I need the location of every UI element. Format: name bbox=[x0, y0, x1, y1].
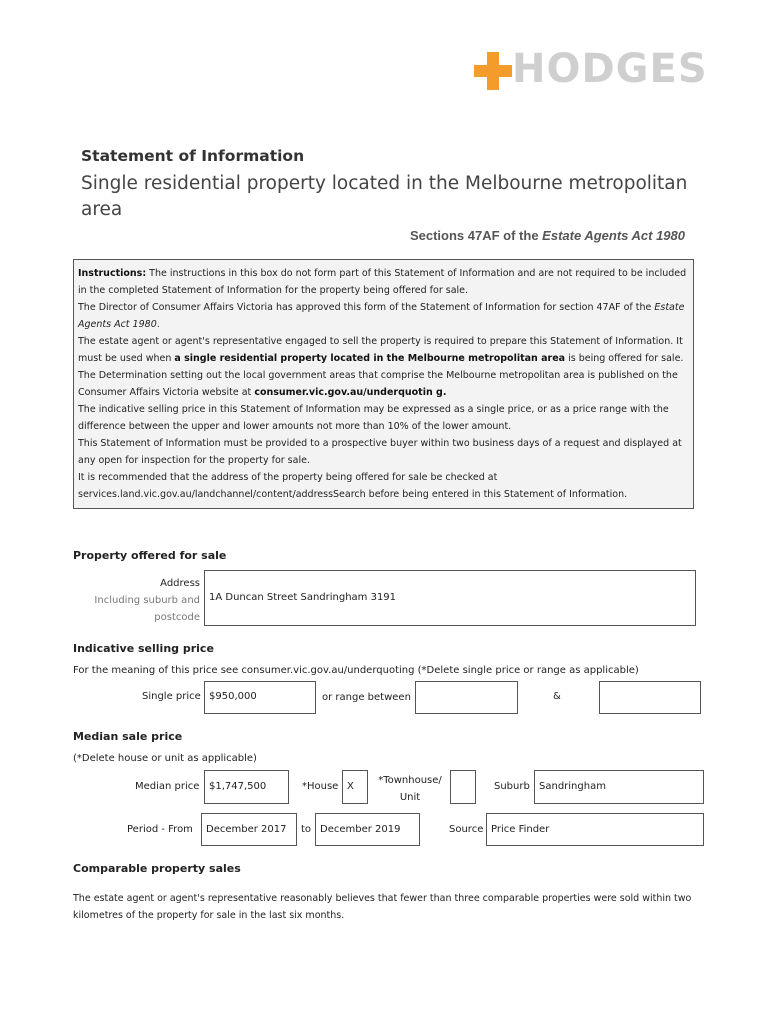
comparable-text: The estate agent or agent's representative reasonably believes that fewer than three comparable properties were sold within two kilometres of the property for sale in the last six months. bbox=[73, 893, 692, 921]
period-to-label: to bbox=[301, 824, 312, 835]
instructions-text: The Director of Consumer Affairs Victoria has approved this form of the Statement of Information for section 47AF of the bbox=[78, 302, 655, 313]
instructions-label: Instructions: bbox=[78, 268, 147, 279]
address-label-group bbox=[60, 575, 200, 626]
suburb-label: Suburb bbox=[494, 781, 530, 792]
house-checkbox[interactable] bbox=[342, 770, 368, 804]
single-price-field[interactable] bbox=[204, 681, 316, 714]
property-heading: Property offered for sale bbox=[73, 549, 227, 562]
suburb-field[interactable] bbox=[534, 770, 704, 804]
act-name: Estate Agents Act 1980 bbox=[542, 228, 685, 243]
range-label: or range between bbox=[322, 692, 411, 703]
range-from-field[interactable] bbox=[415, 681, 518, 714]
period-from-field[interactable] bbox=[201, 813, 297, 846]
single-price-label: Single price bbox=[142, 691, 201, 702]
logo-wordmark: HODGES bbox=[512, 46, 708, 92]
address-sub-label: Including suburb and bbox=[94, 595, 200, 606]
instructions-para-6: It is recommended that the address of the property being offered for sale be checked at services.land.vic.gov.au/landchannel/content/addressSearch before being entered in this Statement of Information. bbox=[78, 472, 628, 500]
median-price-label: Median price bbox=[135, 781, 200, 792]
house-label: *House bbox=[302, 781, 339, 792]
instructions-para-1 bbox=[78, 265, 689, 299]
plus-logo-icon-bar bbox=[474, 65, 512, 77]
page-title: Statement of Information bbox=[81, 147, 305, 165]
address-field[interactable] bbox=[204, 570, 696, 626]
address-value: 1A Duncan Street Sandringham 3191 bbox=[209, 592, 397, 603]
instructions-para-4: The indicative selling price in this Statement of Information may be expressed as a single price, or as a price range with the difference between the upper and lower amounts not more than 10% of the lower amount. bbox=[78, 404, 669, 432]
comparable-heading: Comparable property sales bbox=[73, 862, 241, 875]
source-field[interactable] bbox=[486, 813, 704, 846]
indicative-note: For the meaning of this price see consumer.vic.gov.au/underquoting (*Delete single price or range as applicable) bbox=[73, 665, 639, 676]
median-note: (*Delete house or unit as applicable) bbox=[73, 753, 257, 764]
indicative-heading: Indicative selling price bbox=[73, 642, 214, 655]
unit-label: Unit bbox=[399, 792, 421, 803]
period-from-label: Period - From bbox=[127, 824, 193, 835]
instructions-text: is being offered for sale. The Determination setting out the local government areas that comprise the Melbourne metropolitan area is published on the Consumer Affairs Victoria website at bbox=[78, 353, 684, 398]
townhouse-label: *Townhouse/ bbox=[378, 775, 442, 786]
median-price-value: $1,747,500 bbox=[209, 781, 267, 792]
sections-prefix: Sections 47AF of the bbox=[409, 228, 543, 243]
instructions-text: The instructions in this box do not form part of this Statement of Information and are not required to be included in the completed Statement of Information for the property being offered for sale. bbox=[78, 268, 687, 296]
address-label: Address bbox=[160, 578, 200, 589]
period-to-value: December 2019 bbox=[320, 824, 401, 835]
suburb-value: Sandringham bbox=[539, 781, 606, 792]
act-name: Estate Agents Act 1980 bbox=[78, 302, 685, 330]
instructions-para-3 bbox=[78, 333, 689, 401]
single-price-value: $950,000 bbox=[209, 691, 257, 702]
instructions-para-5: This Statement of Information must be provided to a prospective buyer within two business days of a request and displayed at any open for inspection for the property for sale. bbox=[78, 438, 682, 466]
instructions-para-2 bbox=[78, 299, 689, 333]
period-from-value: December 2017 bbox=[206, 824, 287, 835]
cav-link[interactable]: consumer.vic.gov.au/underquotin g. bbox=[254, 387, 447, 398]
hodges-logo bbox=[472, 46, 712, 92]
source-value: Price Finder bbox=[491, 824, 550, 835]
address-sub-label-2: postcode bbox=[154, 612, 200, 623]
sections-reference bbox=[410, 228, 685, 243]
source-label: Source bbox=[449, 824, 484, 835]
instructions-bold: a single residential property located in the Melbourne metropolitan area bbox=[174, 353, 566, 364]
townhouse-label-group bbox=[374, 772, 446, 806]
period-to-field[interactable] bbox=[315, 813, 420, 846]
range-to-field[interactable] bbox=[599, 681, 701, 714]
median-price-field[interactable] bbox=[204, 770, 289, 804]
instructions-text: . bbox=[156, 319, 160, 330]
page-subtitle: Single residential property located in the Melbourne metropolitan area bbox=[81, 173, 688, 220]
townhouse-checkbox[interactable] bbox=[450, 770, 476, 804]
instructions-box bbox=[73, 259, 694, 509]
house-value: X bbox=[347, 781, 354, 792]
range-ampersand: & bbox=[553, 691, 561, 702]
instructions-text: The estate agent or agent's representative engaged to sell the property is required to prepare this Statement of Information. It must be used when bbox=[78, 336, 683, 364]
median-heading: Median sale price bbox=[73, 730, 183, 743]
